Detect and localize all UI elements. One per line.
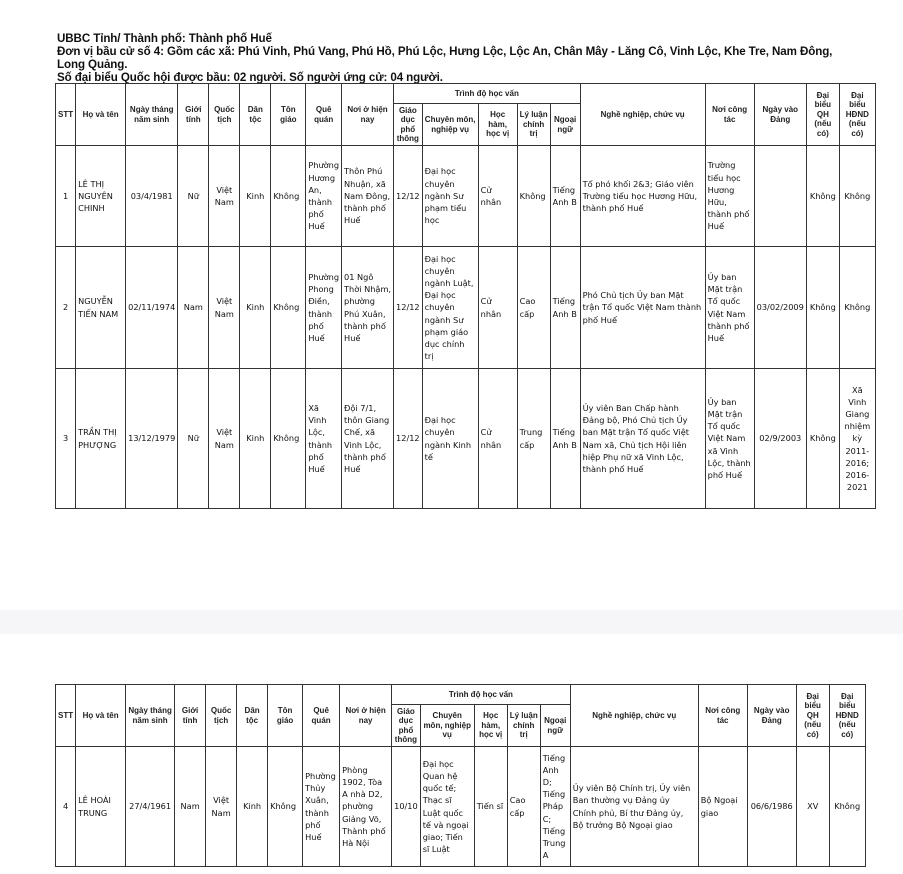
col-gender: Giới tính — [178, 84, 209, 146]
cell-stt: 3 — [56, 369, 76, 509]
cell-specialty: Đại học Quan hệ quốc tế; Thạc sĩ Luật quốc tế và ngoại giao; Tiến sĩ Luật — [420, 747, 474, 867]
election-committee-line: UBBC Tỉnh/ Thành phố: Thành phố Huế — [57, 32, 272, 45]
col-general-edu: Giáo dục phổ thông — [394, 104, 423, 146]
col-ethnicity: Dân tộc — [237, 685, 268, 747]
col-na-delegate: Đại biểu QH (nếu có) — [806, 84, 839, 146]
col-foreign-language: Ngoại ngữ — [550, 104, 580, 146]
cell-na-delegate: Không — [806, 247, 839, 369]
cell-dob: 13/12/1979 — [126, 369, 178, 509]
cell-general-edu: 12/12 — [394, 146, 423, 247]
col-hometown: Quê quán — [303, 685, 340, 747]
col-pc-delegate: Đại biểu HĐND (nếu có) — [829, 685, 865, 747]
cell-residence: Phòng 1902, Tòa A nhà D2, phường Giảng Võ, Thành phố Hà Nội — [340, 747, 392, 867]
table-row — [56, 747, 866, 867]
cell-hometown: Phường Phong Điền, thành phố Huế — [306, 247, 342, 369]
cell-degree: Tiến sĩ — [474, 747, 507, 867]
cell-nationality: Việt Nam — [209, 146, 240, 247]
cell-workplace: Trường tiểu học Hương Hữu, thành phố Huế — [705, 146, 754, 247]
col-specialty: Chuyên môn, nghiệp vụ — [422, 104, 478, 146]
col-name: Họ và tên — [76, 84, 126, 146]
col-nationality: Quốc tịch — [206, 685, 237, 747]
cell-occupation: Ủy viên Ban Chấp hành Đảng bộ, Phó Chủ tịch Ủy ban Mặt trận Tổ quốc Việt Nam xã, Chủ tịch Hội liên hiệp Phụ nữ xã Vinh Lộc, thành phố Huế — [580, 369, 705, 509]
document-header — [57, 32, 857, 84]
col-religion: Tôn giáo — [268, 685, 303, 747]
cell-pc-delegate: Xã Vinh Giang nhiệm kỳ 2011-2016; 2016-2021 — [839, 369, 875, 509]
cell-party-date: 02/9/2003 — [754, 369, 806, 509]
cell-occupation: Ủy viên Bộ Chính trị, Ủy viên Ban thường vụ Đảng ủy Chính phủ, Bí thư Đảng ủy, Bộ trưởng Bộ Ngoại giao — [570, 747, 698, 867]
cell-na-delegate: XV — [796, 747, 829, 867]
cell-na-delegate: Không — [806, 146, 839, 247]
col-hometown: Quê quán — [306, 84, 342, 146]
col-ethnicity: Dân tộc — [240, 84, 271, 146]
col-stt: STT — [56, 84, 76, 146]
cell-na-delegate: Không — [806, 369, 839, 509]
cell-dob: 27/4/1961 — [126, 747, 175, 867]
cell-party-date: 03/02/2009 — [754, 247, 806, 369]
cell-foreign-language: Tiếng Anh B — [550, 146, 580, 247]
cell-occupation: Phó Chủ tịch Ủy ban Mặt trận Tổ quốc Việt Nam thành phố Huế — [580, 247, 705, 369]
cell-stt: 2 — [56, 247, 76, 369]
cell-foreign-language: Tiếng Anh B — [550, 369, 580, 509]
cell-degree: Cử nhân — [478, 247, 517, 369]
cell-workplace: Ủy ban Mặt trận Tổ quốc Việt Nam xã Vinh Lộc, thành phố Huế — [705, 369, 754, 509]
cell-degree: Cử nhân — [478, 146, 517, 247]
col-residence: Nơi ở hiện nay — [340, 685, 392, 747]
cell-occupation: Tổ phó khối 2&3; Giáo viên Trường tiểu học Hương Hữu, thành phố Huế — [580, 146, 705, 247]
col-education-group: Trình độ học vấn — [394, 84, 581, 104]
cell-stt: 4 — [56, 747, 76, 867]
candidate-table-page-1 — [55, 83, 876, 509]
cell-foreign-language: Tiếng Anh D; Tiếng Pháp C; Tiếng Trung A — [540, 747, 570, 867]
constituency-line: Đơn vị bầu cử số 4: Gồm các xã: Phú Vinh, Phú Vang, Phú Hồ, Phú Lộc, Hưng Lộc, Lộc An, Chân Mây - Lăng Cô, Vinh Lộc, Khe Tre, Nam Đông, Long Quảng. — [57, 45, 833, 71]
cell-political-theory: Cao cấp — [507, 747, 540, 867]
candidate-table-page-2 — [55, 684, 866, 867]
cell-political-theory: Trung cấp — [517, 369, 550, 509]
col-pc-delegate: Đại biểu HĐND (nếu có) — [839, 84, 875, 146]
col-occupation: Nghề nghiệp, chức vụ — [570, 685, 698, 747]
col-education-group: Trình độ học vấn — [392, 685, 571, 705]
cell-general-edu: 10/10 — [392, 747, 421, 867]
cell-specialty: Đại học chuyên ngành Kinh tế — [422, 369, 478, 509]
col-degree: Học hàm, học vị — [478, 104, 517, 146]
cell-specialty: Đại học chuyên ngành Sư phạm tiểu học — [422, 146, 478, 247]
col-name: Họ và tên — [76, 685, 126, 747]
cell-party-date — [754, 146, 806, 247]
col-stt: STT — [56, 685, 76, 747]
cell-nationality: Việt Nam — [209, 247, 240, 369]
cell-workplace: Bộ Ngoại giao — [698, 747, 747, 867]
cell-pc-delegate: Không — [839, 247, 875, 369]
col-degree: Học hàm, học vị — [474, 705, 507, 747]
cell-residence: 01 Ngô Thời Nhậm, phường Phú Xuân, thành phố Huế — [342, 247, 394, 369]
cell-general-edu: 12/12 — [394, 247, 423, 369]
cell-hometown: Xã Vinh Lộc, thành phố Huế — [306, 369, 342, 509]
cell-gender: Nữ — [178, 369, 209, 509]
cell-ethnicity: Kinh — [237, 747, 268, 867]
cell-pc-delegate: Không — [829, 747, 865, 867]
cell-hometown: Phường Thủy Xuân, thành phố Huế — [303, 747, 340, 867]
col-dob: Ngày tháng năm sinh — [126, 685, 175, 747]
cell-party-date: 06/6/1986 — [747, 747, 796, 867]
col-political-theory: Lý luận chính trị — [517, 104, 550, 146]
cell-political-theory: Không — [517, 146, 550, 247]
cell-workplace: Ủy ban Mặt trận Tổ quốc Việt Nam thành phố Huế — [705, 247, 754, 369]
cell-religion: Không — [271, 369, 306, 509]
col-nationality: Quốc tịch — [209, 84, 240, 146]
col-party-date: Ngày vào Đảng — [747, 685, 796, 747]
cell-gender: Nam — [178, 247, 209, 369]
cell-residence: Thôn Phú Nhuận, xã Nam Đông, thành phố Huế — [342, 146, 394, 247]
cell-religion: Không — [268, 747, 303, 867]
cell-specialty: Đại học chuyên ngành Luật, Đại học chuyên ngành Sư phạm giáo dục chính trị — [422, 247, 478, 369]
col-political-theory: Lý luận chính trị — [507, 705, 540, 747]
cell-gender: Nam — [175, 747, 206, 867]
cell-ethnicity: Kinh — [240, 247, 271, 369]
cell-name: LÊ HOÀI TRUNG — [76, 747, 126, 867]
col-gender: Giới tính — [175, 685, 206, 747]
cell-foreign-language: Tiếng Anh B — [550, 247, 580, 369]
cell-nationality: Việt Nam — [206, 747, 237, 867]
cell-name: LÊ THỊ NGUYÊN CHINH — [76, 146, 126, 247]
cell-political-theory: Cao cấp — [517, 247, 550, 369]
col-party-date: Ngày vào Đảng — [754, 84, 806, 146]
col-na-delegate: Đại biểu QH (nếu có) — [796, 685, 829, 747]
table-row — [56, 146, 876, 247]
seats-line: Số đại biểu Quốc hội được bầu: 02 người. Số người ứng cử: 04 người. — [57, 71, 443, 84]
col-workplace: Nơi công tác — [705, 84, 754, 146]
cell-religion: Không — [271, 247, 306, 369]
cell-name: TRẦN THỊ PHƯỢNG — [76, 369, 126, 509]
col-dob: Ngày tháng năm sinh — [126, 84, 178, 146]
cell-dob: 03/4/1981 — [126, 146, 178, 247]
table-row — [56, 369, 876, 509]
cell-residence: Đội 7/1, thôn Giang Chế, xã Vinh Lộc, thành phố Huế — [342, 369, 394, 509]
cell-dob: 02/11/1974 — [126, 247, 178, 369]
cell-ethnicity: Kinh — [240, 146, 271, 247]
cell-gender: Nữ — [178, 146, 209, 247]
cell-religion: Không — [271, 146, 306, 247]
cell-degree: Cử nhân — [478, 369, 517, 509]
cell-name: NGUYỄN TIẾN NAM — [76, 247, 126, 369]
col-residence: Nơi ở hiện nay — [342, 84, 394, 146]
col-workplace: Nơi công tác — [698, 685, 747, 747]
cell-pc-delegate: Không — [839, 146, 875, 247]
page-separator — [0, 610, 903, 634]
col-specialty: Chuyên môn, nghiệp vụ — [420, 705, 474, 747]
cell-nationality: Việt Nam — [209, 369, 240, 509]
cell-ethnicity: Kinh — [240, 369, 271, 509]
col-occupation: Nghề nghiệp, chức vụ — [580, 84, 705, 146]
table-row — [56, 247, 876, 369]
col-general-edu: Giáo dục phổ thông — [392, 705, 421, 747]
cell-stt: 1 — [56, 146, 76, 247]
col-religion: Tôn giáo — [271, 84, 306, 146]
col-foreign-language: Ngoại ngữ — [540, 705, 570, 747]
cell-general-edu: 12/12 — [394, 369, 423, 509]
cell-hometown: Phường Hương An, thành phố Huế — [306, 146, 342, 247]
